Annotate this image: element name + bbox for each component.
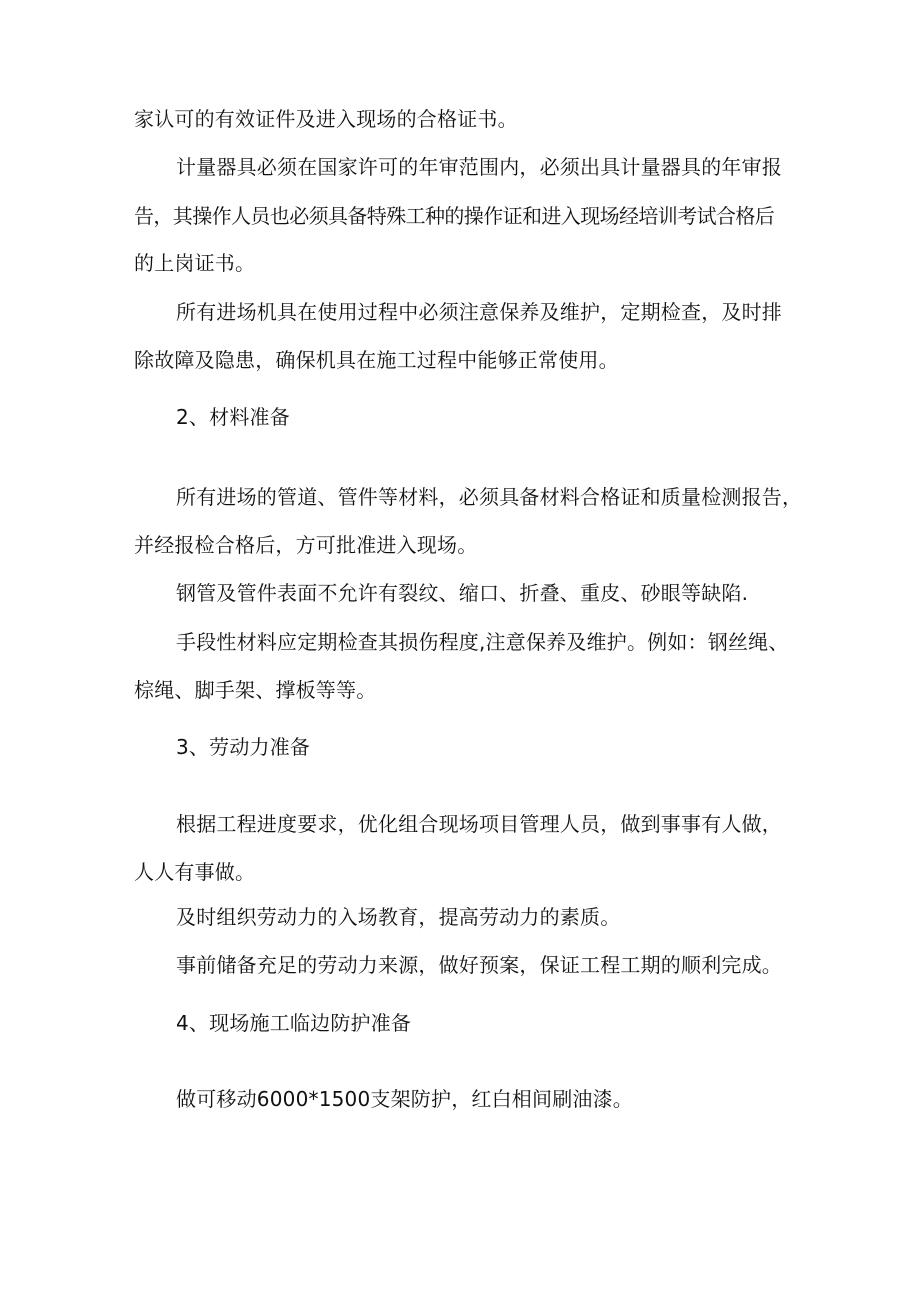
text-line-12: 棕绳、脚手架、撑板等等。 (134, 678, 377, 702)
text-line-17: 事前储备充足的劳动力来源，做好预案，保证工程工期的顺利完成。 (176, 953, 782, 977)
text-line-9: 并经报检合格后，方可批准进入现场。 (134, 533, 478, 557)
text-line-1: 家认可的有效证件及进入现场的合格证书。 (134, 107, 518, 131)
text-line-5: 所有进场机具在使用过程中必须注意保养及维护，定期检查，及时排 (176, 300, 782, 324)
section-heading-3: 3、劳动力准备 (176, 735, 311, 759)
text-line-2: 计量器具必须在国家许可的年审范围内，必须出具计量器具的年审报 (176, 155, 782, 179)
text-line-8: 所有进场的管道、管件等材料，必须具备材料合格证和质量检测报告， (176, 485, 803, 509)
section-heading-4: 4、现场施工临边防护准备 (176, 1011, 412, 1035)
text-line-14: 根据工程进度要求，优化组合现场项目管理人员，做到事事有人做， (176, 812, 782, 836)
text-line-16: 及时组织劳动力的入场教育，提高劳动力的素质。 (176, 905, 621, 929)
section-heading-2: 2、材料准备 (176, 405, 290, 429)
text-line-3: 告，其操作人员也必须具备特殊工种的操作证和进入现场经培训考试合格后 (134, 204, 775, 228)
text-line-4: 的上岗证书。 (134, 251, 256, 275)
text-line-6: 除故障及隐患，确保机具在施工过程中能够正常使用。 (134, 348, 619, 372)
text-line-19: 做可移动6000*1500支架防护，红白相间刷油漆。 (176, 1087, 633, 1111)
text-line-15: 人人有事做。 (134, 860, 256, 884)
text-line-11: 手段性材料应定期检查其损伤程度,注意保养及维护。例如：钢丝绳、 (176, 630, 789, 654)
text-line-10: 钢管及管件表面不允许有裂纹、缩口、折叠、重皮、砂眼等缺陷. (176, 581, 749, 605)
